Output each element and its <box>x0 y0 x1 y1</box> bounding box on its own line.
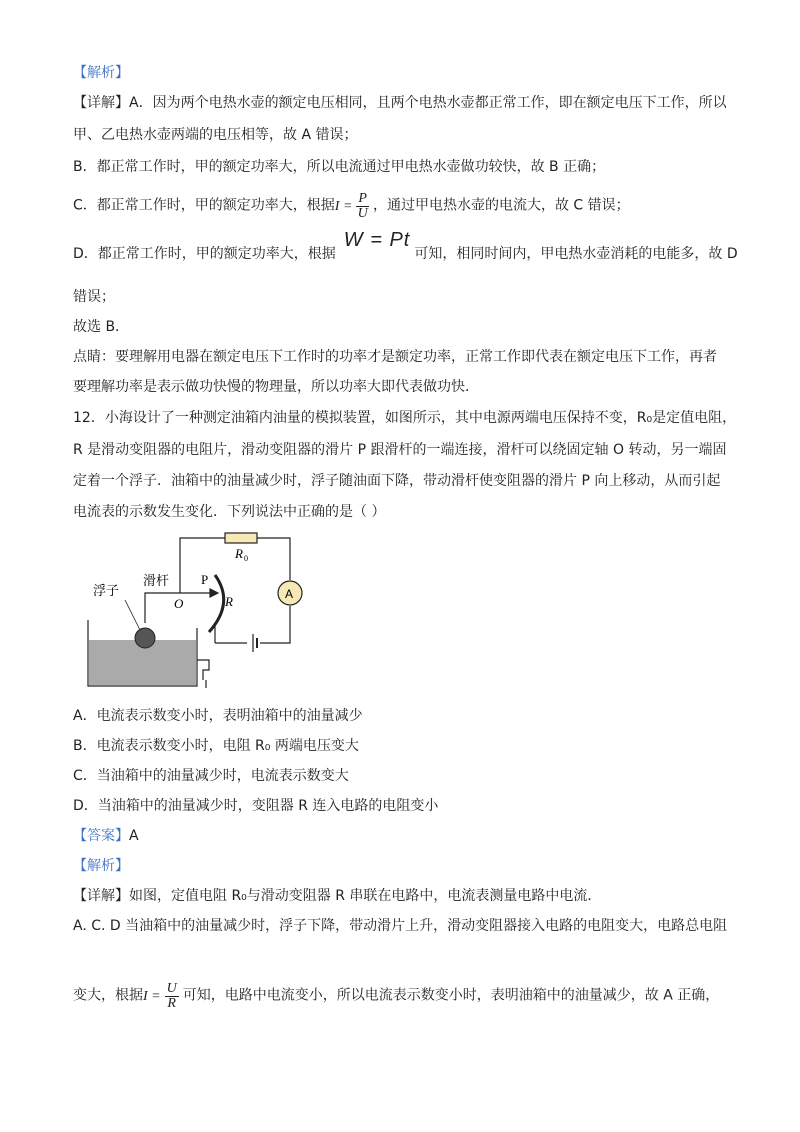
answer-tag: 【答案】 <box>73 828 129 844</box>
question-12-line-3: 定着一个浮子．油箱中的油量减少时，浮子随油面下降，带动滑杆使变阻器的滑片 P 向上移动，从而引起 <box>73 473 721 489</box>
line-d-post: 可知，相同时间内，甲电热水壶消耗的电能多，故 D <box>414 246 738 262</box>
label-r0: R <box>235 546 243 561</box>
label-float: 浮子 <box>93 584 120 599</box>
circuit-wire-right <box>260 606 290 643</box>
analysis-tag-1: 【解析】 <box>73 65 129 81</box>
detail-line-a: 【详解】A．因为两个电热水壶的额定电压相同，且两个电热水壶都正常工作，即在额定电压下工作，所以 <box>73 95 727 111</box>
detail-line-c <box>73 192 630 221</box>
line-d-pre: D．都正常工作时，甲的额定功率大，根据 <box>73 246 336 262</box>
detail-line-d-cont: 错误； <box>73 289 115 305</box>
conclusion-line: 故选 B． <box>73 319 130 335</box>
option-a: A．电流表示数变小时，表明油箱中的油量减少 <box>73 708 363 724</box>
detail-line-d <box>73 229 738 264</box>
note-line-2: 要理解功率是表示做功快慢的物理量，所以功率大即代表做功快． <box>73 379 479 395</box>
detail-line-a-cont: 甲、乙电热水壶两端的电压相等，故 A 错误； <box>73 127 358 143</box>
option-d: D．当油箱中的油量减少时，变阻器 R 连入电路的电阻变小 <box>73 798 439 814</box>
float-ball <box>135 628 155 648</box>
option-c: C．当油箱中的油量减少时，电流表示数变大 <box>73 768 349 784</box>
resistor-r0 <box>225 533 257 543</box>
formula-i-p-u: I = $\frac{P}{U}$ <box>334 191 368 221</box>
oil-gauge-circuit-diagram <box>85 528 315 693</box>
option-b: B．电流表示数变小时，电阻 R₀ 两端电压变大 <box>73 738 359 754</box>
question-12-line-1: 12．小海设计了一种测定油箱内油量的模拟装置，如图所示，其中电源两端电压保持不变，R₀是定值电阻， <box>73 410 737 426</box>
detail-2-line-3 <box>73 982 719 1011</box>
line-3-pre: 变大，根据 <box>73 987 143 1004</box>
analysis-tag-2: 【解析】 <box>73 858 129 874</box>
question-12-line-2: R 是滑动变阻器的电阻片，滑动变阻器的滑片 P 跟滑杆的一端连接，滑杆可以绕固定轴 O 转动，另一端固 <box>73 442 727 458</box>
line-c-pre: C．都正常工作时，甲的额定功率大，根据 <box>73 197 335 214</box>
formula-w-pt: W = Pt <box>343 229 411 251</box>
label-rod: 滑杆 <box>143 574 170 589</box>
detail-2-line-1: 【详解】如图，定值电阻 R₀与滑动变阻器 R 串联在电路中，电流表测量电路中电流． <box>73 888 602 904</box>
label-r: R <box>225 594 233 609</box>
question-12-line-4: 电流表的示数发生变化．下列说法中正确的是（ ） <box>73 504 386 520</box>
line-3-post: 可知，电路中电流变小，所以电流表示数变小时，表明油箱中的油量减少，故 A 正确， <box>182 987 720 1004</box>
tank-outlet <box>197 660 209 680</box>
answer-line <box>73 826 139 846</box>
float-label-pointer <box>125 600 140 630</box>
label-p: P <box>201 572 209 587</box>
label-r0-sub: 0 <box>244 554 248 563</box>
label-ammeter: A <box>285 587 294 601</box>
rheostat-r <box>209 575 224 632</box>
slider-arrow <box>210 589 218 597</box>
label-o: O <box>174 596 184 611</box>
line-c-post: ，通过甲电热水壶的电流大，故 C 错误； <box>372 197 630 214</box>
formula-i-u-r: I = $\frac{U}{R}$ <box>143 981 177 1011</box>
detail-2-line-2: A. C. D 当油箱中的油量减少时，浮子下降，带动滑片上升，滑动变阻器接入电路的电阻变大，电路总电阻 <box>73 918 728 934</box>
detail-line-b: B．都正常工作时，甲的额定功率大，所以电流通过甲电热水壶做功较快，故 B 正确； <box>73 159 606 175</box>
answer-value: A <box>129 828 139 844</box>
note-line-1: 点睛：要理解用电器在额定电压下工作时的功率才是额定功率，正常工作即代表在额定电压下工作，再者 <box>73 349 717 365</box>
